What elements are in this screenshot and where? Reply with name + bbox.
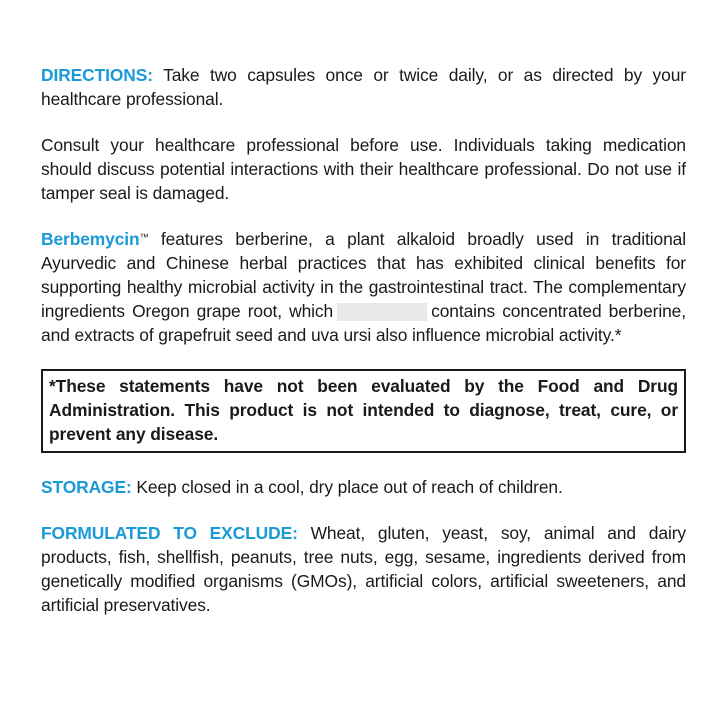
- consult-paragraph: Consult your healthcare professional before use. Individuals taking medication should discuss potential interactions with their healthcare professional. Do not use if tamper seal is damaged.: [41, 135, 686, 203]
- berbemycin-text-before: features berberine, a plant alkaloid broadly used in traditional Ayurvedic and Chinese herbal practices that has exhibited clinical benefits for supporting healthy microbial activity in the gastrointestinal tract. The complementary ingredients Oregon grape root, which: [41, 229, 686, 321]
- fda-disclaimer-box: [41, 369, 686, 453]
- trademark-symbol: ™: [139, 232, 149, 242]
- berbemycin-paragraph: [41, 227, 686, 347]
- brand-name: Berbemycin: [41, 229, 140, 249]
- directions-paragraph: [41, 63, 686, 111]
- exclude-text: Wheat, gluten, yeast, soy, animal and dairy products, fish, shellfish, peanuts, tree nuts, egg, sesame, ingredients derived from genetically modified organisms (GMOs), artificial colors, artificial sweeteners, and artificial preservatives.: [41, 523, 686, 615]
- fda-disclaimer-text: *These statements have not been evaluated by the Food and Drug Administration. This product is not intended to diagnose, treat, cure, or prevent any disease.: [49, 376, 678, 444]
- storage-label: STORAGE:: [41, 477, 132, 497]
- label-panel: [41, 63, 686, 617]
- berbemycin-text-after: contains concentrated berberine, and extracts of grapefruit seed and uva ursi also influence microbial activity.*: [41, 301, 686, 345]
- storage-paragraph: [41, 475, 686, 499]
- redacted-block: [337, 303, 427, 321]
- directions-text: Take two capsules once or twice daily, or as directed by your healthcare professional.: [41, 65, 686, 109]
- storage-text: Keep closed in a cool, dry place out of reach of children.: [131, 477, 563, 497]
- exclude-paragraph: [41, 521, 686, 617]
- directions-label: DIRECTIONS:: [41, 65, 153, 85]
- exclude-label: FORMULATED TO EXCLUDE:: [41, 523, 298, 543]
